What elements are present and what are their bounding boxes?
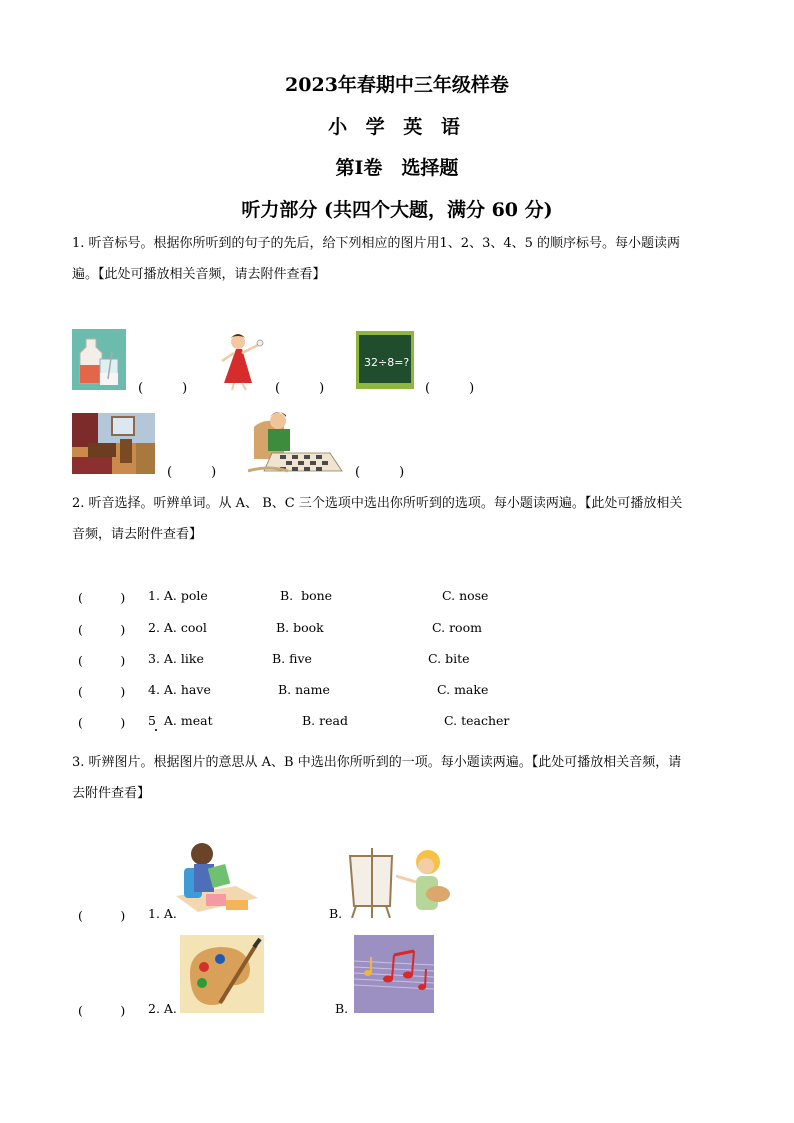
section-title: 听力部分 (共四个大题，满分 60 分) [241, 199, 553, 221]
q1-blank-2[interactable]: ( ) [275, 381, 325, 396]
q2-item-3 [78, 651, 718, 671]
volume-title: 第Ⅰ卷 选择题 [335, 157, 459, 179]
girl-dancing-icon [216, 331, 266, 391]
boy-reading-book-icon[interactable] [176, 840, 258, 920]
q3-instruction-line2: 去附件查看】 [72, 786, 151, 801]
q2-instruction [72, 488, 722, 550]
girl-painting-icon[interactable] [346, 842, 450, 918]
stray-dot [155, 729, 157, 731]
q2-item-1-option-a[interactable]: 1. A. pole [148, 588, 208, 603]
q3-instruction [72, 747, 722, 809]
q2-item-3-option-c[interactable]: C. bite [428, 651, 470, 666]
q2-item-5-option-c[interactable]: C. teacher [444, 713, 510, 728]
q2-instruction-line1: 2. 听音选择。听辨单词。从 A、 B、C 三个选项中选出你所听到的选项。每小题读两遍。【此处可播放相关 [72, 496, 683, 511]
q3-item-1-blank[interactable]: ( ) [78, 908, 126, 923]
q2-item-1-blank[interactable]: ( ) [78, 590, 126, 605]
subject-title: 小 学 英 语 [328, 116, 466, 138]
q2-item-1-option-b[interactable]: B. bone [280, 588, 333, 603]
q2-item-4-blank[interactable]: ( ) [78, 684, 126, 699]
q2-item-1 [78, 588, 718, 608]
exam-title: 2023年春期中三年级样卷 [285, 74, 509, 96]
q3-item-2-option-b-label[interactable]: B. [335, 1001, 349, 1016]
q2-item-4-option-a[interactable]: 4. A. have [148, 682, 211, 697]
q2-item-3-blank[interactable]: ( ) [78, 653, 126, 668]
q2-item-2-blank[interactable]: ( ) [78, 622, 126, 637]
q2-item-1-option-c[interactable]: C. nose [442, 588, 489, 603]
q2-item-5 [78, 713, 718, 733]
q2-item-4 [78, 682, 718, 702]
q2-item-2 [78, 620, 718, 640]
boy-playing-chess-icon [248, 409, 344, 475]
q2-item-2-option-a[interactable]: 2. A. cool [148, 620, 207, 635]
q1-instruction-line1: 1. 听音标号。根据你所听到的句子的先后，给下列相应的图片用1、2、3、4、5 的顺序标号。每小题读两 [72, 236, 681, 251]
q2-item-2-option-b[interactable]: B. book [276, 620, 324, 635]
q2-item-5-option-b[interactable]: B. read [302, 713, 348, 728]
math-blackboard-icon [356, 331, 414, 389]
q2-item-4-option-c[interactable]: C. make [437, 682, 489, 697]
q2-instruction-line2: 音频，请去附件查看】 [72, 527, 203, 542]
q2-item-5-blank[interactable]: ( ) [78, 715, 126, 730]
music-notes-icon[interactable] [354, 935, 434, 1013]
q1-blank-4[interactable]: ( ) [167, 465, 217, 480]
blackboard-text: 32÷8=? [364, 356, 410, 369]
q1-blank-5[interactable]: ( ) [355, 465, 405, 480]
q2-item-3-option-b[interactable]: B. five [272, 651, 312, 666]
q1-blank-3[interactable]: ( ) [425, 381, 475, 396]
q3-item-2-option-a-label[interactable]: 2. A. [148, 1001, 177, 1016]
q3-instruction-line1: 3. 听辨图片。根据图片的意思从 A、B 中选出你所听到的一项。每小题读两遍。【此处可播放相关音频，请 [72, 755, 682, 770]
q2-item-2-option-c[interactable]: C. room [432, 620, 482, 635]
glass-of-milk-and-water-icon [72, 329, 126, 390]
q3-item-2-blank[interactable]: ( ) [78, 1003, 126, 1018]
q2-item-5-option-a[interactable]: 5 A. meat [148, 713, 213, 728]
paint-palette-icon[interactable] [180, 935, 264, 1013]
q1-instruction [72, 228, 722, 290]
q1-instruction-line2: 遍。【此处可播放相关音频，请去附件查看】 [72, 267, 326, 282]
q2-item-4-option-b[interactable]: B. name [278, 682, 330, 697]
q3-item-1-option-a-label[interactable]: 1. A. [148, 906, 177, 921]
living-room-icon [72, 413, 155, 474]
q1-blank-1[interactable]: ( ) [138, 381, 188, 396]
q3-item-1-option-b-label[interactable]: B. [329, 906, 343, 921]
q2-item-3-option-a[interactable]: 3. A. like [148, 651, 204, 666]
